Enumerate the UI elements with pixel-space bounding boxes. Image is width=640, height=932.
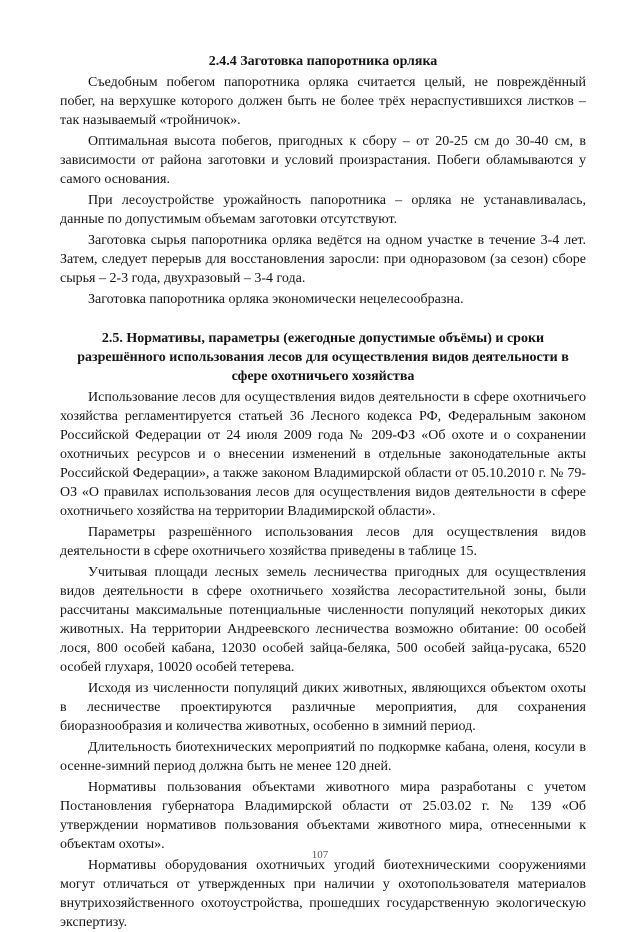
section-2-4-4-heading: 2.4.4 Заготовка папоротника орляка <box>208 54 438 69</box>
paragraph-2-4-4-1: Съедобным побегом папоротника орляка считается целый, не повреждённый побег, на верхушке которого должен быть не более трёх нераспустившихся листков – так называемый «тройничок». <box>60 75 586 128</box>
paragraph-2-5-7: Нормативы оборудования охотничьих угодий биотехническими сооружениями могут отличаться от утвержденных при наличии у охотопользователя материалов внутрихозяйственного охотоустройства, прошедших государственную экологическую экспертизу. <box>60 858 586 930</box>
paragraph-2-4-4-4: Заготовка сырья папоротника орляка ведётся на одном участке в течение 3-4 лет. Затем, следует перерыв для восстановления заросли: при одноразовом (за сезон) сборе сырья – 2-3 года, двухразовый – 3-4 года. <box>60 233 586 286</box>
page-number: 107 <box>311 849 329 861</box>
section-2-5-heading: 2.5. Нормативы, параметры (ежегодные допустимые объёмы) и сроки разрешённого использования лесов для осуществления видов деятельности в сфере охотничьего хозяйства <box>77 331 569 384</box>
section-gap <box>60 311 586 329</box>
paragraph-2-4-4-2: Оптимальная высота побегов, пригодных к сбору – от 20-25 см до 30-40 см, в зависимости от района заготовки и условий произрастания. Побеги обламываются у самого основания. <box>60 134 586 187</box>
paragraph-2-5-4: Исходя из численности популяций диких животных, являющихся объектом охоты в лесничестве проектируются различные мероприятия, для сохранения биоразнообразия и количества животных, особенно в зимний период. <box>60 681 586 734</box>
paragraph-2-4-4-5: Заготовка папоротника орляка экономически нецелесообразна. <box>88 292 464 307</box>
paragraph-2-5-5: Длительность биотехнических мероприятий по подкормке кабана, оленя, косули в осенне-зимний период должна быть не менее 120 дней. <box>60 740 586 774</box>
paragraph-2-5-2: Параметры разрешённого использования лесов для осуществления видов деятельности в сфере охотничьего хозяйства приведены в таблице 15. <box>60 525 586 559</box>
paragraph-2-5-1: Использование лесов для осуществления видов деятельности в сфере охотничьего хозяйства регламентируется статьей 36 Лесного кодекса РФ, Федеральным законом Российской Федерации от 24 июля 2009 года № 209-ФЗ «Об охоте и о сохранении охотничьих ресурсов и о внесении изменений в отдельные законодательные акты Российской Федерации», а также законом Владимирской области от 05.10.2010 г. № 79-ОЗ «О правилах использования лесов для осуществления видов деятельности в сфере охотничьего хозяйства на территории Владимирской области». <box>60 390 586 519</box>
paragraph-2-4-4-3: При лесоустройстве урожайность папоротника – орляка не устанавливалась, данные по допустимым объемам заготовки отсутствуют. <box>60 193 586 227</box>
paragraph-2-5-6: Нормативы пользования объектами животного мира разработаны с учетом Постановления губернатора Владимирской области от 25.03.02 г. № 139 «Об утверждении нормативов пользования объектами животного мира, отнесенными к объектам охоты». <box>60 780 586 852</box>
paragraph-2-5-3: Учитывая площади лесных земель лесничества пригодных для осуществления видов деятельности в сфере охотничьего хозяйства лесорастительной зоны, были рассчитаны максимальные потенциальные численности популяций некоторых диких животных. На территории Андреевского лесничества возможно обитание: 00 особей лося, 800 особей кабана, 12030 особей зайца-беляка, 500 особей зайца-русака, 6520 особей глухаря, 10020 особей тетерева. <box>60 565 586 675</box>
